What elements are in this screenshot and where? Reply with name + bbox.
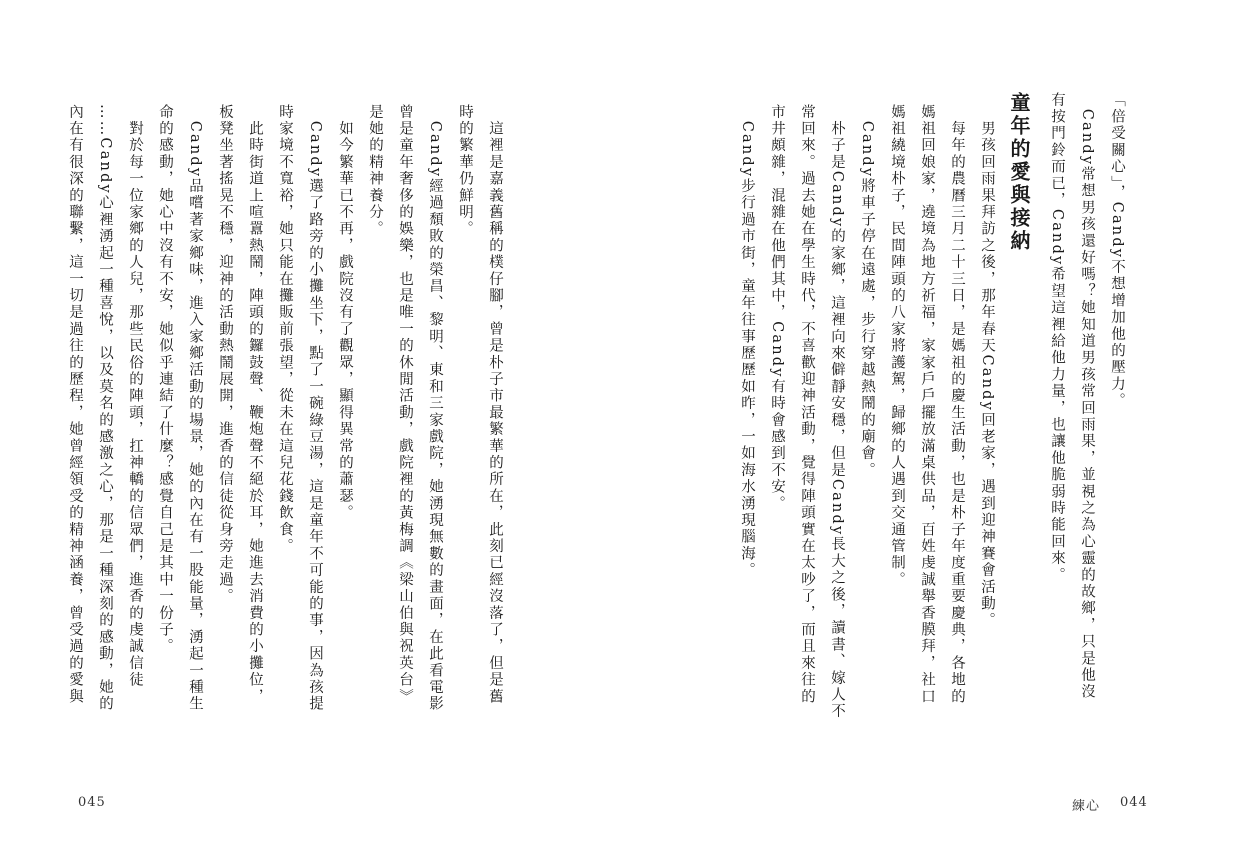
running-header-book-title: 練心 <box>1072 799 1101 814</box>
right-page-body-text: 男孩回雨果拜訪之後，那年春天Candy回老家，遇到迎神賽會活動。 每年的農曆三月二十三日，是媽祖的慶生活動，也是朴子年度重要慶典，各地的 媽祖回娘家，遶境為地方祈福，家家戶戶擺放滿桌供品，百姓虔誠舉香膜拜，社口 媽祖繞境朴子，民間陣頭的八家將護駕，歸鄉的人遇到交通管制。 Candy將車子停在遠處，步行穿越熱鬧的廟會。 朴子是Candy的家鄉，這裡向來僻靜安穩，但是Candy長大之後，讀書、嫁人不 常回來。過去她在學生時代，不喜歡迎神活動，覺得陣頭實在太吵了，而且來往的 市井頗雜，混雜在他們其中，Candy有時會感到不安。 Candy步行過市街，童年往事歷歷如昨，一如海水湧現腦海。 <box>739 104 995 721</box>
right-page-number: 044 <box>1120 795 1148 810</box>
section-heading: 童年的愛與接納 <box>1007 92 1031 253</box>
left-page-number: 045 <box>78 795 106 810</box>
right-page <box>630 0 1260 858</box>
left-page-body-text: 這裡是嘉義舊稱的樸仔腳，曾是朴子市最繁華的所在，此刻已經沒落了，但是舊 時的繁華仍鮮明。 Candy經過頹敗的榮昌、黎明、東和三家戲院，她湧現無數的畫面，在此看電影 曾是童年奢侈的娛樂，也是唯一的休閒活動，戲院裡的黃梅調《梁山伯與祝英台》 是她的精神養分。 如今繁華已不再，戲院沒有了觀眾，顯得異常的蕭瑟。 Candy選了路旁的小攤坐下，點了一碗綠豆湯，這是童年不可能的事，因為孩提 時家境不寬裕，她只能在攤販前張望，從未在這兒花錢飲食。 此時街道上喧囂熱鬧，陣頭的鑼鼓聲、鞭炮聲不絕於耳，她進去消費的小攤位， 板凳坐著搖晃不穩，迎神的活動熱鬧展開，進香的信徒從身旁走過。 Candy品嚐著家鄉味，進入家鄉活動的場景，她的內在有一股能量，湧起一種生 命的感動，她心中沒有不安，她似乎連結了什麼？感覺自己是其中一份子。 對於每一位家鄉的人兒，那些民俗的陣頭，扛神轎的信眾們，進香的虔誠信徒 ……Candy心裡湧起一種喜悅，以及莫名的感激之心，那是一種深刻的感動，她的 內在有很深的聯繫，這一切是過往的歷程，她曾經領受的精神涵養，曾受過的愛與 <box>67 104 503 713</box>
right-page-intro-text: 「倍受關心」，Candy不想增加他的壓力。 Candy常想男孩還好嗎？她知道男孩常回雨果，並視之為心靈的故鄉，只是他沒 有按門鈴而已，Candy希望這裡給他力量，也讓他脆弱時能回來。 <box>1049 92 1125 701</box>
